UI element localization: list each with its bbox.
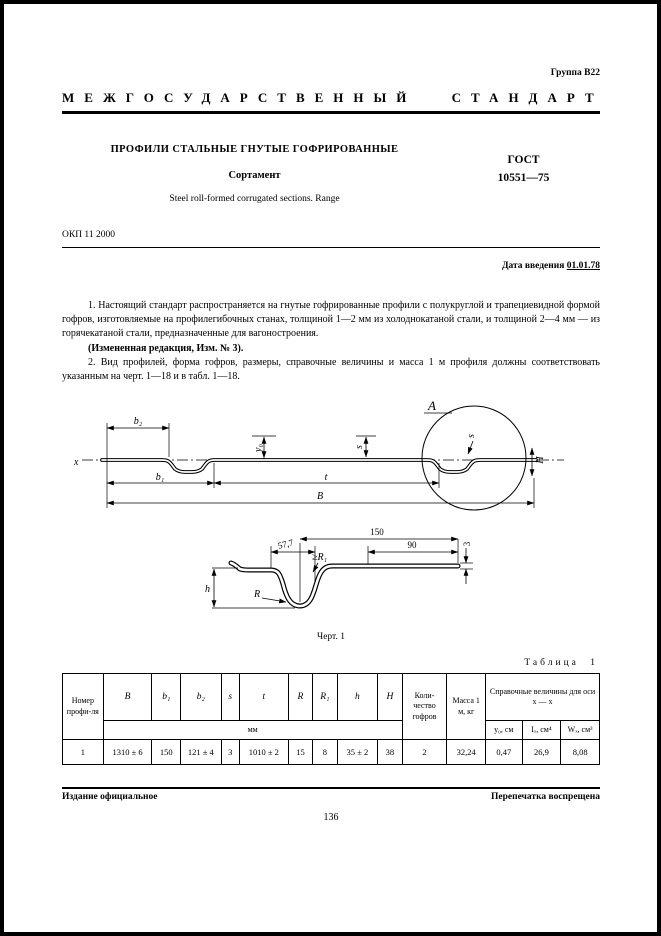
- table-1: [62, 673, 600, 765]
- dim-R1-leader: [313, 563, 318, 572]
- title-block: [62, 144, 600, 204]
- col-header-Ix: Iₓ, см⁴: [522, 721, 561, 740]
- col-header-b2: b₂: [180, 674, 221, 721]
- dim-R-leader: [262, 598, 286, 602]
- dim-s-label: s: [354, 445, 365, 450]
- dim-3-label: 3: [462, 541, 472, 547]
- page-number: 136: [323, 812, 339, 824]
- cell-R1: 8: [313, 740, 337, 765]
- profile-cross-section: [102, 460, 536, 472]
- dim-H-label: H: [535, 456, 546, 464]
- cell-B: 1310 ± 6: [103, 740, 152, 765]
- document-subtitle-en: Steel roll-formed corrugated sections. Range: [169, 194, 340, 204]
- dim-577-label: 57,7: [276, 537, 295, 551]
- col-header-R: R: [288, 674, 312, 721]
- col-header-h: h: [337, 674, 378, 721]
- cell-Ix: 26,9: [522, 740, 561, 765]
- gost-designation: [447, 152, 600, 204]
- footer-edition-note: Издание официальное: [62, 792, 158, 803]
- cell-s: 3: [221, 740, 239, 765]
- title-column: [62, 144, 447, 204]
- col-header-profile-no: Номер профи-ля: [63, 674, 104, 740]
- standard-type-header: МЕЖГОСУДАРСТВЕННЫЙ СТАНДАРТ: [62, 90, 604, 105]
- col-header-b1: b₁: [152, 674, 180, 721]
- gost-number: 10551—75: [497, 171, 550, 184]
- paragraph-2: 2. Вид профилей, форма гофров, размеры, справочные величины и масса 1 м профиля должны соответствовать указанным на черт. 1—18 и в табл. 1—18.: [62, 356, 600, 382]
- body-text: [62, 299, 600, 384]
- document-subtitle: Сортамент: [228, 170, 281, 181]
- gost-label: ГОСТ: [507, 154, 540, 166]
- corrugation-detail-inner: [231, 563, 458, 606]
- col-header-corrugation-count: Коли-чество гофров: [402, 674, 447, 740]
- group-label: Группа В22: [550, 68, 600, 78]
- cell-H: 38: [378, 740, 402, 765]
- dim-R-label: R: [254, 589, 261, 601]
- col-header-mass: Масса 1 м, кг: [447, 674, 486, 740]
- cell-b2: 121 ± 4: [180, 740, 221, 765]
- footer-reprint-note: Перепечатка воспрещена: [490, 792, 600, 803]
- dim-B-label: B: [316, 491, 324, 503]
- table-header-row-1: [63, 674, 600, 721]
- introduction-date: [62, 261, 600, 271]
- header-rule: [62, 111, 600, 114]
- footer: [62, 792, 600, 802]
- dim-s-detail-leader: [468, 441, 473, 454]
- detail-A-label: A: [428, 398, 436, 414]
- table-row: [63, 740, 600, 765]
- dim-s2-label: s: [466, 434, 477, 439]
- detail-circle-A: [422, 406, 526, 510]
- dim-R1-label: ≥R₁: [312, 552, 328, 564]
- section-rule: [62, 247, 600, 248]
- figure-1: [62, 396, 600, 642]
- footer-rule: [62, 787, 600, 789]
- date-label: Дата введения: [501, 261, 565, 271]
- figure-caption: Черт. 1: [317, 632, 345, 643]
- col-header-R1: R₁: [313, 674, 337, 721]
- col-header-B: B: [103, 674, 152, 721]
- cell-profile-no: 1: [63, 740, 104, 765]
- col-header-reference-values: Справочные величины для оси x — x: [486, 674, 600, 721]
- cell-mass: 32,24: [447, 740, 486, 765]
- col-header-Wx: Wₓ, см³: [561, 721, 600, 740]
- cell-b1: 150: [152, 740, 180, 765]
- paragraph-amendment: (Измененная редакция, Изм. № 3).: [88, 342, 244, 354]
- figure-1-drawing: [62, 396, 600, 632]
- document-title: ПРОФИЛИ СТАЛЬНЫЕ ГНУТЫЕ ГОФРИРОВАННЫЕ: [110, 144, 399, 155]
- dim-t-label: t: [324, 472, 328, 484]
- dim-150-label: 150: [370, 527, 384, 538]
- cell-count: 2: [402, 740, 447, 765]
- table-header-row-2: [63, 721, 600, 740]
- paragraph-1: 1. Настоящий стандарт распространяется на гнутые гофрированные профили с полукруглой и трапециевидной формой гофров, изготовляемые на профилегибочных станах, толщиной 1—2 мм из холоднокатаной стали, и толщиной 2—4 мм — из горячекатаной стали, предназначенные для вагоностроения.: [62, 300, 600, 340]
- cell-R: 15: [288, 740, 312, 765]
- cell-h: 35 ± 2: [337, 740, 378, 765]
- x-axis-label: x: [74, 457, 79, 469]
- dim-b1-label: b₁: [155, 472, 165, 484]
- dim-b2-label: b₂: [133, 416, 143, 428]
- dim-h-label: h: [205, 584, 210, 596]
- col-header-s: s: [221, 674, 239, 721]
- table-caption: Таблица 1: [524, 658, 598, 669]
- col-header-t: t: [239, 674, 288, 721]
- col-header-H: H: [378, 674, 402, 721]
- col-header-mm: мм: [103, 721, 402, 740]
- col-header-y0: y₀, см: [486, 721, 523, 740]
- dim-y0-label: y₀: [253, 444, 264, 453]
- okp-code: ОКП 11 2000: [62, 230, 115, 240]
- cell-t: 1010 ± 2: [239, 740, 288, 765]
- cell-Wx: 8,08: [561, 740, 600, 765]
- cell-y0: 0,47: [486, 740, 523, 765]
- dim-90-label: 90: [407, 540, 417, 551]
- date-value: 01.01.78: [566, 261, 600, 271]
